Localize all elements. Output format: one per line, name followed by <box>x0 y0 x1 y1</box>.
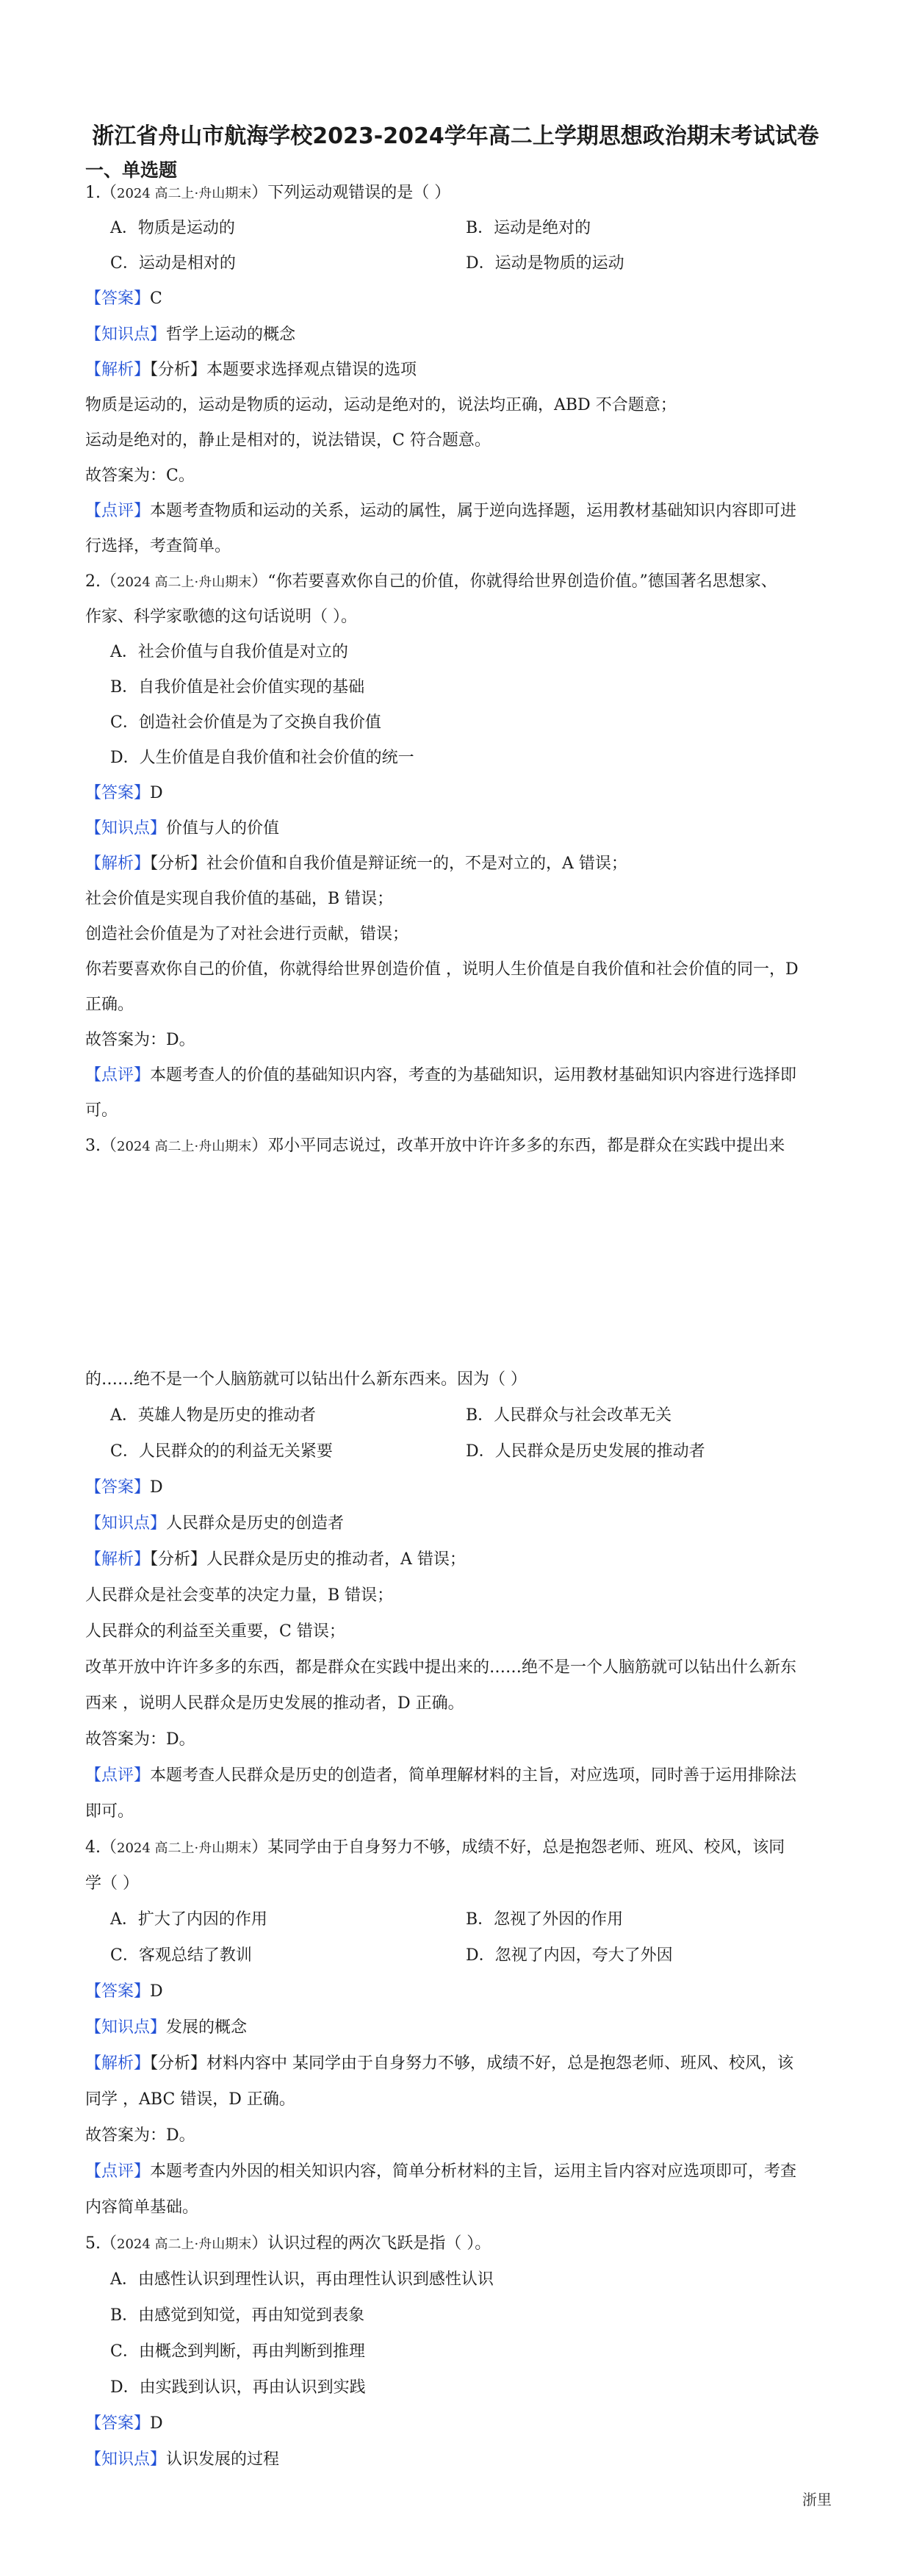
q4-answer: 【答案】D <box>85 1982 163 2001</box>
q3-stem: 3.（2024 高二上·舟山期末）邓小平同志说过，改革开放中许许多多的东西，都是群众在实践中提出来 <box>85 1137 785 1155</box>
q2-option-b: B．自我价值是社会价值实现的基础 <box>110 678 365 697</box>
q4-option-d: D．忽视了内因，夸大了外因 <box>466 1946 673 1965</box>
q2-comment: 【点评】本题考查人的价值的基础知识内容，考查的为基础知识，运用教材基础知识内容进行选择即 <box>85 1066 797 1084</box>
q1-analysis-line: 物质是运动的，运动是物质的运动，运动是绝对的，说法均正确，ABD 不合题意； <box>85 396 677 414</box>
q1-comment: 【点评】本题考查物质和运动的关系，运动的属性，属于逆向选择题，运用教材基础知识内容即可进 <box>85 502 797 520</box>
q4-source: 2024 高二上·舟山期末 <box>117 1841 252 1856</box>
q3-option-a: A．英雄人物是历史的推动者 <box>110 1406 316 1425</box>
exam-title: 浙江省舟山市航海学校2023-2024学年高二上学期思想政治期末考试试卷 <box>92 123 819 149</box>
q2-option-a: A．社会价值与自我价值是对立的 <box>110 643 348 661</box>
q5-source: 2024 高二上·舟山期末 <box>117 2237 252 2252</box>
q2-knowledge: 【知识点】价值与人的价值 <box>85 819 280 838</box>
q4-comment-line: 内容简单基础。 <box>85 2198 199 2217</box>
q3-comment-line: 即可。 <box>85 1802 134 1821</box>
q3-knowledge: 【知识点】人民群众是历史的创造者 <box>85 1514 345 1533</box>
q4-stem-line: 学（ ） <box>85 1874 139 1893</box>
q2-analysis-line: 创造社会价值是为了对社会进行贡献，错误； <box>85 925 409 943</box>
q2-stem-line: 作家、科学家歌德的这句话说明（ ）。 <box>85 608 357 626</box>
q4-stem: 4.（2024 高二上·舟山期末）某同学由于自身努力不够，成绩不好，总是抱怨老师、班风、校风，该同 <box>85 1838 785 1857</box>
q4-option-a: A．扩大了内因的作用 <box>110 1910 267 1929</box>
q3-analysis-line: 人民群众是社会变革的决定力量，B 错误； <box>85 1586 394 1605</box>
q1-answer: 【答案】C <box>85 289 162 308</box>
q1-option-d: D．运动是物质的运动 <box>466 254 624 273</box>
q2-stem: 2.（2024 高二上·舟山期末）“你若要喜欢你自己的价值，你就得给世界创造价值。”德国著名思想家、 <box>85 572 777 591</box>
q2-analysis: 【解析】【分析】社会价值和自我价值是辩证统一的，不是对立的，A 错误； <box>85 855 627 873</box>
q2-answer: 【答案】D <box>85 784 163 802</box>
q4-comment: 【点评】本题考查内外因的相关知识内容，简单分析材料的主旨，运用主旨内容对应选项即可，考查 <box>85 2162 797 2181</box>
q2-comment-line: 可。 <box>85 1101 118 1120</box>
q5-answer: 【答案】D <box>85 2414 163 2433</box>
q2-option-d: D．人生价值是自我价值和社会价值的统一 <box>110 749 414 767</box>
q3-analysis-line: 改革开放中许许多多的东西，都是群众在实践中提出来的……绝不是一个人脑筋就可以钻出什么新东 <box>85 1658 797 1677</box>
q5-stem: 5.（2024 高二上·舟山期末）认识过程的两次飞跃是指（ ）。 <box>85 2234 491 2253</box>
q3-answer: 【答案】D <box>85 1478 163 1497</box>
q2-analysis-line: 你若要喜欢你自己的价值，你就得给世界创造价值 ，说明人生价值是自我价值和社会价值的同一，D <box>85 960 799 979</box>
q5-option-d: D．由实践到认识，再由认识到实践 <box>110 2378 366 2397</box>
q3-option-b: B．人民群众与社会改革无关 <box>466 1406 672 1425</box>
q1-option-a: A．物质是运动的 <box>110 219 235 237</box>
q1-analysis: 【解析】【分析】本题要求选择观点错误的选项 <box>85 361 417 379</box>
q2-conclusion: 故答案为：D。 <box>85 1031 195 1049</box>
q1-source: 2024 高二上·舟山期末 <box>117 186 252 201</box>
q3-analysis: 【解析】【分析】人民群众是历史的推动者，A 错误； <box>85 1550 466 1569</box>
q3-conclusion: 故答案为：D。 <box>85 1730 195 1749</box>
q3-source: 2024 高二上·舟山期末 <box>117 1139 252 1154</box>
q2-option-c: C．创造社会价值是为了交换自我价值 <box>110 713 381 732</box>
q2-source: 2024 高二上·舟山期末 <box>117 575 252 590</box>
q3-comment: 【点评】本题考查人民群众是历史的创造者，简单理解材料的主旨，对应选项，同时善于运用排除法 <box>85 1766 797 1785</box>
q3-option-d: D．人民群众是历史发展的推动者 <box>466 1442 705 1461</box>
q4-analysis-line: 同学 ，ABC 错误，D 正确。 <box>85 2090 295 2109</box>
q4-option-b: B．忽视了外因的作用 <box>466 1910 624 1929</box>
section-heading: 一、单选题 <box>85 159 178 181</box>
q3-option-c: C．人民群众的的利益无关紧要 <box>110 1442 333 1461</box>
q4-conclusion: 故答案为：D。 <box>85 2126 195 2145</box>
q4-knowledge: 【知识点】发展的概念 <box>85 2018 248 2037</box>
q5-option-b: B．由感觉到知觉，再由知觉到表象 <box>110 2306 365 2325</box>
q4-option-c: C．客观总结了教训 <box>110 1946 252 1965</box>
q3-stem-line: 的……绝不是一个人脑筋就可以钻出什么新东西来。因为（ ） <box>85 1370 527 1389</box>
q5-option-a: A．由感性认识到理性认识，再由理性认识到感性认识 <box>110 2270 494 2289</box>
q1-option-c: C．运动是相对的 <box>110 254 236 273</box>
q2-analysis-line: 正确。 <box>85 996 134 1014</box>
q3-analysis-line: 人民群众的利益至关重要，C 错误； <box>85 1622 345 1641</box>
q5-option-c: C．由概念到判断，再由判断到推理 <box>110 2342 365 2361</box>
q1-stem: 1.（2024 高二上·舟山期末）下列运动观错误的是（ ） <box>85 184 451 202</box>
q2-analysis-line: 社会价值是实现自我价值的基础，B 错误； <box>85 890 394 908</box>
q1-comment-line: 行选择，考查简单。 <box>85 537 231 555</box>
q1-knowledge: 【知识点】哲学上运动的概念 <box>85 325 296 344</box>
q1-option-b: B．运动是绝对的 <box>466 219 591 237</box>
q4-analysis: 【解析】【分析】材料内容中 某同学由于自身努力不够，成绩不好，总是抱怨老师、班风、校风，该 <box>85 2054 794 2073</box>
q5-knowledge: 【知识点】认识发展的过程 <box>85 2450 280 2469</box>
q3-analysis-line: 西来 ，说明人民群众是历史发展的推动者，D 正确。 <box>85 1694 464 1713</box>
q1-conclusion: 故答案为：C。 <box>85 467 195 485</box>
footer-mark: 浙里 <box>802 2491 832 2508</box>
q1-analysis-line: 运动是绝对的，静止是相对的，说法错误，C 符合题意。 <box>85 431 491 450</box>
